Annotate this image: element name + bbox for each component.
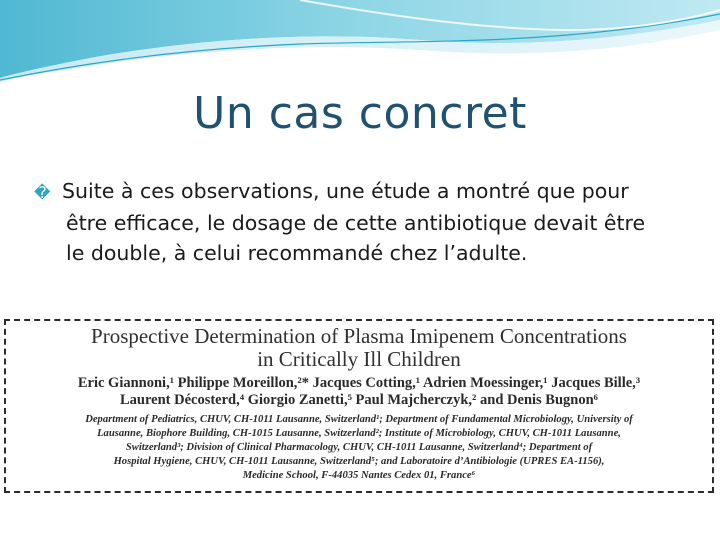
authors-line-1: Eric Giannoni,¹ Philippe Moreillon,²* Jacques Cotting,¹ Adrien Moessinger,¹ Jacques Bille,³ — [77, 375, 641, 391]
bullet-item — [34, 176, 694, 208]
decorative-wave-header — [0, 0, 720, 90]
affiliation-line: Switzerland³; Division of Clinical Pharmacology, CHUV, CH-1011 Lausanne, Switzerland⁴; Department of — [125, 442, 593, 453]
article-title — [6, 325, 712, 371]
article-affiliations — [6, 413, 712, 483]
affiliation-line: Medicine School, F-44035 Nantes Cedex 01, France⁶ — [242, 470, 476, 481]
affiliation-line: Lausanne, Biophore Building, CH-1015 Lausanne, Switzerland²; Institute of Microbiology, CHUV, CH-1011 Lausanne, — [97, 428, 621, 439]
article-authors — [6, 375, 712, 409]
bullet-text-line-2: être efficace, le dosage de cette antibiotique devait être — [66, 211, 646, 235]
article-clipping-image — [4, 319, 714, 493]
affiliation-line: Department of Pediatrics, CHUV, CH-1011 Lausanne, Switzerland¹; Department of Fundamental Microbiology, University of — [85, 414, 633, 425]
slide-title: Un cas concret — [193, 88, 527, 139]
bullet-icon: � — [34, 183, 51, 202]
article-title-line-1: Prospective Determination of Plasma Imipenem Concentrations — [91, 324, 627, 348]
article-title-line-2: in Critically Ill Children — [257, 347, 461, 371]
affiliation-line: Hospital Hygiene, CHUV, CH-1011 Lausanne, Switzerland⁵; and Laboratoire d’Antibiologie (UPRES EA-1156), — [113, 456, 605, 467]
bullet-text-line-1: Suite à ces observations, une étude a montré que pour — [62, 179, 629, 203]
authors-line-2: Laurent Décosterd,⁴ Giorgio Zanetti,⁵ Paul Majcherczyk,² and Denis Bugnon⁶ — [119, 392, 599, 408]
slide-body — [34, 176, 694, 268]
bullet-text-line-3: le double, à celui recommandé chez l’adulte. — [66, 241, 528, 265]
